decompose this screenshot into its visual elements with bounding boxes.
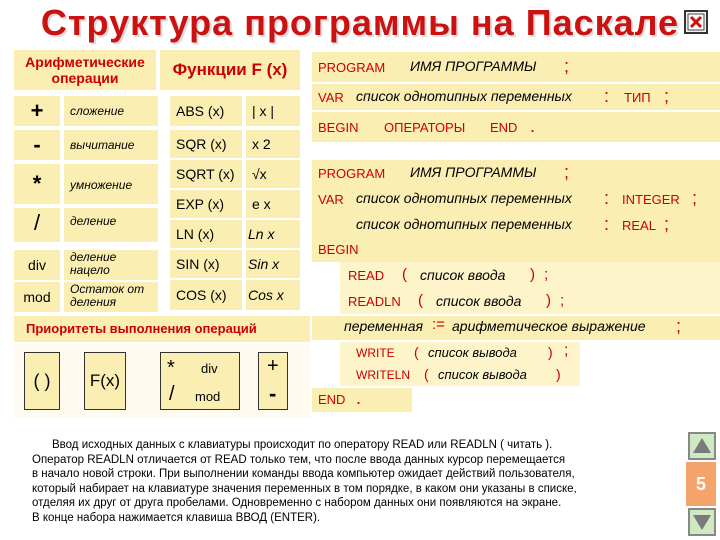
kw-end: END bbox=[490, 120, 518, 135]
op-label: деление нацело bbox=[70, 250, 117, 277]
func-value: | x | bbox=[252, 103, 275, 119]
prev-slide-button[interactable] bbox=[688, 432, 716, 460]
program-name: ИМЯ ПРОГРАММЫ bbox=[410, 164, 537, 180]
op-label: вычитание bbox=[70, 138, 135, 152]
assign-variable: переменная bbox=[344, 318, 423, 334]
type-real: REAL bbox=[622, 218, 656, 233]
func-header-cell bbox=[160, 50, 300, 90]
op-label: сложение bbox=[70, 104, 125, 118]
op-symbol: / bbox=[33, 210, 41, 235]
kw-readln: READLN bbox=[348, 294, 401, 309]
arith-header: Арифметические операции bbox=[25, 54, 145, 86]
page-title: Структура программы на Паскале bbox=[40, 2, 680, 43]
op-label: Остаток от деления bbox=[70, 282, 145, 309]
func-value: Ln x bbox=[248, 226, 275, 242]
func-name: SIN (x) bbox=[176, 256, 220, 272]
kw-var: VAR bbox=[318, 90, 344, 105]
read-list: список ввода bbox=[420, 267, 506, 283]
op-symbol: div bbox=[28, 257, 46, 273]
close-icon[interactable] bbox=[684, 10, 708, 34]
var-list: список однотипных переменных bbox=[356, 190, 572, 206]
func-name: LN (x) bbox=[176, 226, 215, 242]
kw-begin: BEGIN bbox=[318, 242, 359, 257]
var-list: список однотипных переменных bbox=[356, 88, 572, 104]
func-value: √x bbox=[252, 166, 267, 182]
next-slide-button[interactable] bbox=[688, 508, 716, 536]
priority-box-1: ( ) bbox=[24, 352, 60, 410]
readln-list: список ввода bbox=[436, 293, 522, 309]
type-integer: INTEGER bbox=[622, 192, 680, 207]
priority-box-4: + - bbox=[258, 352, 288, 410]
priority-box-3: * div / mod bbox=[160, 352, 240, 410]
func-value: Cos x bbox=[248, 287, 284, 303]
func-value: x 2 bbox=[252, 136, 271, 152]
op-symbol: * bbox=[32, 171, 42, 196]
func-header: Функции F (x) bbox=[172, 60, 288, 79]
kw-program: PROGRAM bbox=[318, 60, 386, 75]
func-name: SQR (x) bbox=[176, 136, 227, 152]
func-value: e x bbox=[252, 196, 271, 212]
func-name: SQRT (x) bbox=[176, 166, 235, 182]
kw-var: VAR bbox=[318, 192, 344, 207]
write-list: список вывода bbox=[428, 345, 517, 360]
op-symbol: mod bbox=[23, 289, 51, 305]
type-placeholder: ТИП bbox=[624, 90, 651, 105]
assign-expression: арифметическое выражение bbox=[452, 318, 646, 334]
kw-program: PROGRAM bbox=[318, 166, 386, 181]
operators-placeholder: ОПЕРАТОРЫ bbox=[384, 120, 466, 135]
func-value: Sin x bbox=[248, 256, 280, 272]
priority-box-2: F(x) bbox=[84, 352, 126, 410]
writeln-list: список вывода bbox=[438, 367, 527, 382]
kw-writeln: WRITELN bbox=[356, 368, 410, 382]
func-name: ABS (x) bbox=[176, 103, 225, 119]
priority-header-cell bbox=[14, 316, 310, 342]
op-symbol: - bbox=[33, 132, 41, 157]
program-name: ИМЯ ПРОГРАММЫ bbox=[410, 58, 537, 74]
var-list: список однотипных переменных bbox=[356, 216, 572, 232]
op-symbol: + bbox=[30, 98, 44, 123]
page-number: 5 bbox=[686, 462, 716, 506]
kw-write: WRITE bbox=[356, 346, 395, 360]
priority-header: Приоритеты выполнения операций bbox=[26, 321, 257, 336]
arrow-up-icon bbox=[690, 434, 714, 458]
arrow-down-icon bbox=[690, 510, 714, 534]
func-name: EXP (x) bbox=[176, 196, 224, 212]
explanation-text: Ввод исходных данных с клавиатуры происходит по оператору READ или READLN ( читать ). Оператор READLN отличается от READ только тем, что после ввода данных курсор перемещается в начало новой строки. При выполнении команды ввода компьютер ожидает действий пользователя, который набирает на клавиатуре значения переменных в том порядке, в каком они указаны в списке, отделяя их друг от друга пробелами. Одновременно с набором данных они появляются на экране. В конце набора нажимается клавиша ВВОД (ENTER). bbox=[32, 439, 577, 524]
kw-end: END bbox=[318, 392, 346, 407]
kw-read: READ bbox=[348, 268, 385, 283]
op-label: деление bbox=[70, 214, 117, 228]
func-name: COS (x) bbox=[176, 287, 227, 303]
op-label: умножение bbox=[70, 178, 133, 192]
arith-header-cell bbox=[14, 50, 156, 90]
kw-begin: BEGIN bbox=[318, 120, 359, 135]
